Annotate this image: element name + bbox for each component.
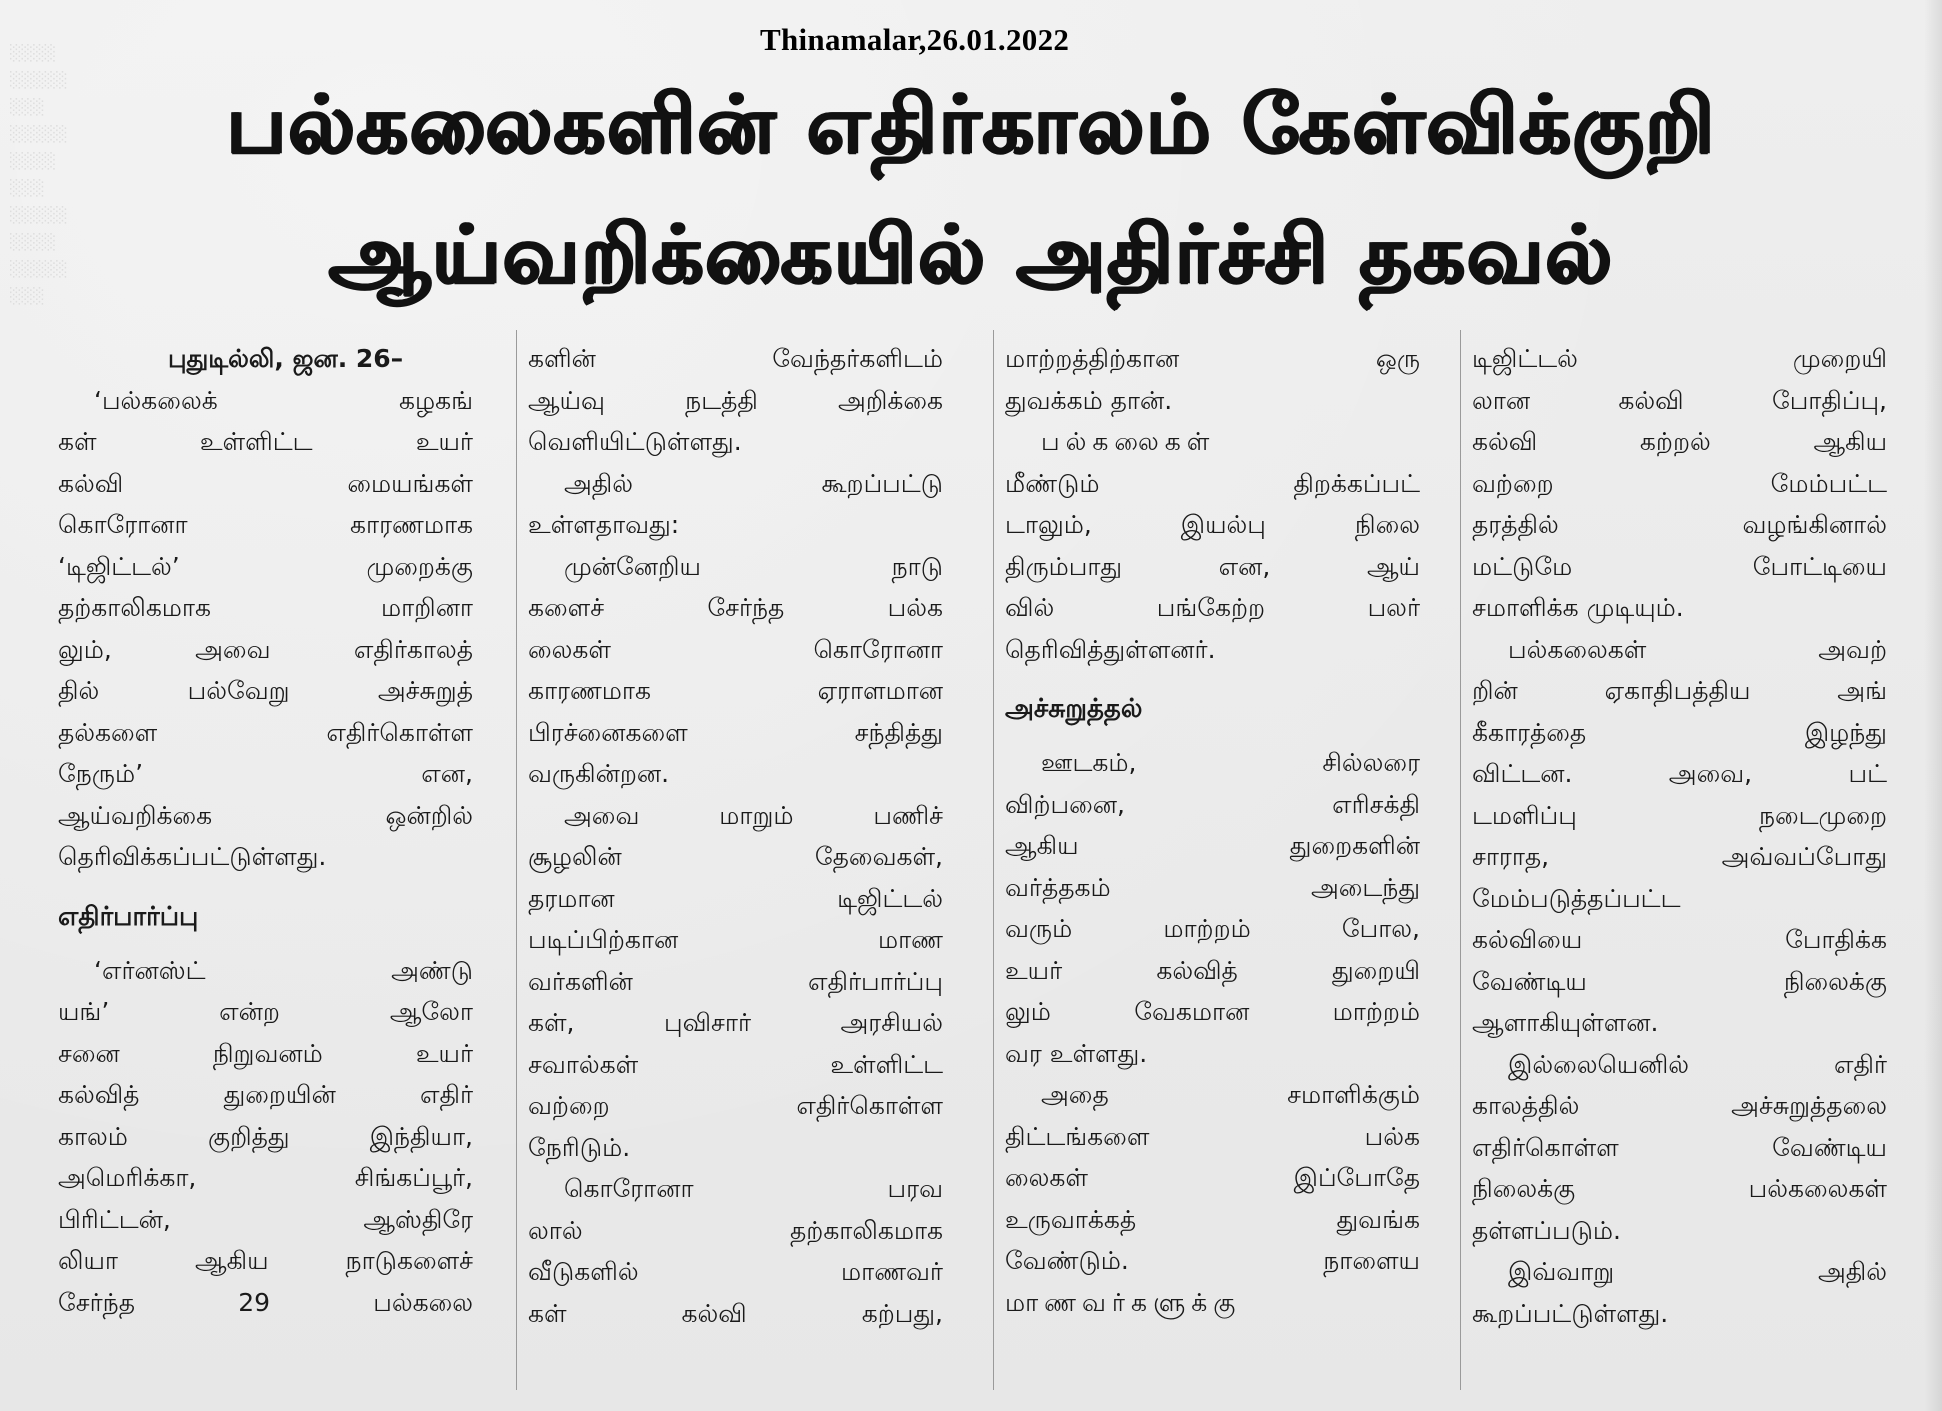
text-line: திரும்பாது என, ஆய் [1005, 551, 1420, 581]
text-line: அதில் கூறப்பட்டு [564, 468, 943, 498]
article-column-1 [58, 338, 473, 1323]
text-line: விட்டன. அவை, பட் [1472, 759, 1887, 788]
text-line: வற்றை எதிர்கொள்ள [528, 1091, 943, 1120]
text-line: நேரும்’ என, [58, 759, 473, 788]
text-line: எதிர்கொள்ள வேண்டிய [1472, 1132, 1887, 1162]
text-line: சனை நிறுவனம் உயர் [58, 1038, 473, 1068]
text-line: ‘டிஜிட்டல்’ முறைக்கு [58, 551, 473, 581]
subheading: எதிர்பார்ப்பு [58, 901, 199, 932]
text-line: கல்வியை போதிக்க [1472, 925, 1887, 954]
text-line: காரணமாக ஏராளமான [528, 676, 943, 705]
text-line: தெரிவித்துள்ளனர். [1005, 634, 1216, 664]
text-line: வெளியிட்டுள்ளது. [528, 427, 742, 456]
text-line: சூழலின் தேவைகள், [528, 842, 943, 871]
column-divider [1460, 330, 1461, 1390]
text-line: மட்டுமே போட்டியை [1472, 551, 1887, 581]
text-line: பல்கலைகள் [1041, 427, 1216, 456]
text-line: லால் தற்காலிகமாக [528, 1215, 943, 1245]
text-line: ஆய்வு நடத்தி அறிக்கை [528, 385, 943, 415]
text-line: இல்லையெனில் எதிர் [1508, 1049, 1887, 1079]
text-line: தரத்தில் வழங்கினால் [1472, 510, 1887, 539]
headline-line-1: பல்கலைகளின் எதிர்காலம் கேள்விக்குறி [226, 78, 1716, 171]
text-line: மாணவர்களுக்கு [1005, 1287, 1242, 1317]
text-line: யங்’ என்ற ஆலோ [58, 997, 473, 1026]
text-line: ‘எர்னஸ்ட் அண்டு [94, 955, 473, 985]
text-line: சமாளிக்க முடியும். [1472, 593, 1684, 622]
text-line: லைகள் கொரோனா [528, 634, 943, 664]
text-line: றின் ஏகாதிபத்திய அங் [1472, 676, 1887, 705]
article-column-2 [528, 338, 943, 1334]
text-line: வேண்டும். நாளைய [1005, 1246, 1420, 1275]
text-line: தெரிவிக்கப்பட்டுள்ளது. [58, 842, 327, 871]
text-line: வற்றை மேம்பட்ட [1472, 468, 1887, 498]
text-line: பல்கலைகள் அவற் [1508, 634, 1887, 664]
text-line: மீண்டும் திறக்கப்பட் [1005, 468, 1420, 498]
text-line: தில் பல்வேறு அச்சுறுத் [58, 676, 473, 705]
text-line: திட்டங்களை பல்க [1005, 1121, 1420, 1151]
text-line: காலத்தில் அச்சுறுத்தலை [1472, 1091, 1887, 1120]
text-line: உயர் கல்வித் துறையி [1005, 955, 1420, 985]
text-line: லும், அவை எதிர்காலத் [58, 634, 473, 664]
text-line: கல்வி மையங்கள் [58, 468, 473, 498]
text-line: கீகாரத்தை இழந்து [1472, 717, 1887, 747]
article-column-3 [1005, 338, 1420, 1323]
text-line: மாற்றத்திற்கான ஒரு [1005, 344, 1420, 373]
text-line: சவால்கள் உள்ளிட்ட [528, 1049, 943, 1079]
text-line: ‘பல்கலைக் கழகங் [94, 385, 473, 415]
text-line: டிஜிட்டல் முறையி [1472, 344, 1887, 373]
text-line: வருகின்றன. [528, 759, 670, 788]
text-line: இவ்வாறு அதில் [1508, 1257, 1887, 1286]
text-line: கல்வி கற்றல் ஆகிய [1472, 427, 1887, 456]
text-line: துவக்கம் தான். [1005, 385, 1173, 415]
text-line: லைகள் இப்போதே [1005, 1163, 1420, 1192]
text-line: தரமான டிஜிட்டல் [528, 883, 943, 913]
text-line: வர்த்தகம் அடைந்து [1005, 872, 1420, 902]
text-line: மேம்படுத்தப்பட்ட [1472, 883, 1681, 913]
text-line: கொரோனா காரணமாக [58, 510, 473, 539]
text-line: படிப்பிற்கான மாண [528, 925, 943, 954]
text-line: டமளிப்பு நடைமுறை [1472, 800, 1887, 830]
text-line: லான கல்வி போதிப்பு, [1472, 385, 1887, 415]
bleed-through-text: ░░░░ ░░░░░ ░░░ ░░░░░ ░░░░ ░░░ ░░░░░ ░░░░ ░░░░░ ░░░ [10, 44, 68, 305]
text-line: ஆளாகியுள்ளன. [1472, 1008, 1659, 1037]
text-line: ஆகிய துறைகளின் [1005, 831, 1420, 860]
text-line: ஆய்வறிக்கை ஒன்றில் [58, 800, 473, 830]
text-line: விற்பனை, எரிசக்தி [1005, 789, 1420, 819]
text-line: நிலைக்கு பல்கலைகள் [1472, 1174, 1887, 1203]
text-line: உருவாக்கத் துவங்க [1005, 1204, 1420, 1234]
text-line: லும் வேகமான மாற்றம் [1005, 997, 1420, 1026]
source-caption: Thinamalar,26.01.2022 [760, 22, 1070, 57]
text-line: வீடுகளில் மாணவர் [528, 1257, 943, 1286]
text-line: முன்னேறிய நாடு [564, 551, 943, 581]
text-line: காலம் குறித்து இந்தியா, [58, 1121, 473, 1151]
text-line: டாலும், இயல்பு நிலை [1005, 510, 1420, 539]
text-line: உள்ளதாவது: [528, 510, 680, 539]
text-line: வர உள்ளது. [1005, 1038, 1148, 1068]
text-line: தல்களை எதிர்கொள்ள [58, 717, 473, 747]
text-line: நேரிடும். [528, 1132, 631, 1162]
text-line: அமெரிக்கா, சிங்கப்பூர், [58, 1163, 473, 1192]
text-line: தற்காலிகமாக மாறினா [58, 593, 473, 622]
text-line: கொரோனா பரவ [564, 1174, 943, 1203]
column-divider [993, 330, 994, 1390]
column-divider [516, 330, 517, 1390]
text-line: கூறப்பட்டுள்ளது. [1472, 1298, 1669, 1328]
text-line: அதை சமாளிக்கும் [1041, 1080, 1420, 1109]
text-line: களைச் சேர்ந்த பல்க [528, 593, 943, 622]
text-line: கள் கல்வி கற்பது, [528, 1298, 943, 1328]
text-line: களின் வேந்தர்களிடம் [528, 344, 943, 373]
text-line: பிரச்னைகளை சந்தித்து [528, 717, 943, 747]
headline-line-2: ஆய்வறிக்கையில் அதிர்ச்சி தகவல் [328, 208, 1614, 301]
text-line: ஊடகம், சில்லரை [1041, 748, 1420, 777]
text-line: கள் உள்ளிட்ட உயர் [58, 427, 473, 456]
text-line: அவை மாறும் பணிச் [564, 800, 943, 830]
text-line: வேண்டிய நிலைக்கு [1472, 966, 1887, 996]
text-line: வரும் மாற்றம் போல, [1005, 914, 1420, 943]
text-line: கள், புவிசார் அரசியல் [528, 1008, 943, 1037]
dateline: புதுடில்லி, ஜன. 26– [168, 344, 404, 373]
text-line: வில் பங்கேற்ற பலர் [1005, 593, 1420, 622]
text-line: கல்வித் துறையின் எதிர் [58, 1080, 473, 1109]
subheading: அச்சுறுத்தல் [1005, 694, 1143, 724]
text-line: பிரிட்டன், ஆஸ்திரே [58, 1204, 473, 1234]
text-line: தள்ளப்படும். [1472, 1215, 1621, 1245]
text-line: வர்களின் எதிர்பார்ப்பு [528, 966, 943, 996]
text-line: சேர்ந்த 29 பல்கலை [58, 1287, 473, 1317]
text-line: சாராத, அவ்வப்போது [1472, 842, 1887, 871]
text-line: லியா ஆகிய நாடுகளைச் [58, 1246, 473, 1275]
scan-edge-shadow [1924, 0, 1942, 1411]
article-column-4 [1472, 338, 1887, 1334]
